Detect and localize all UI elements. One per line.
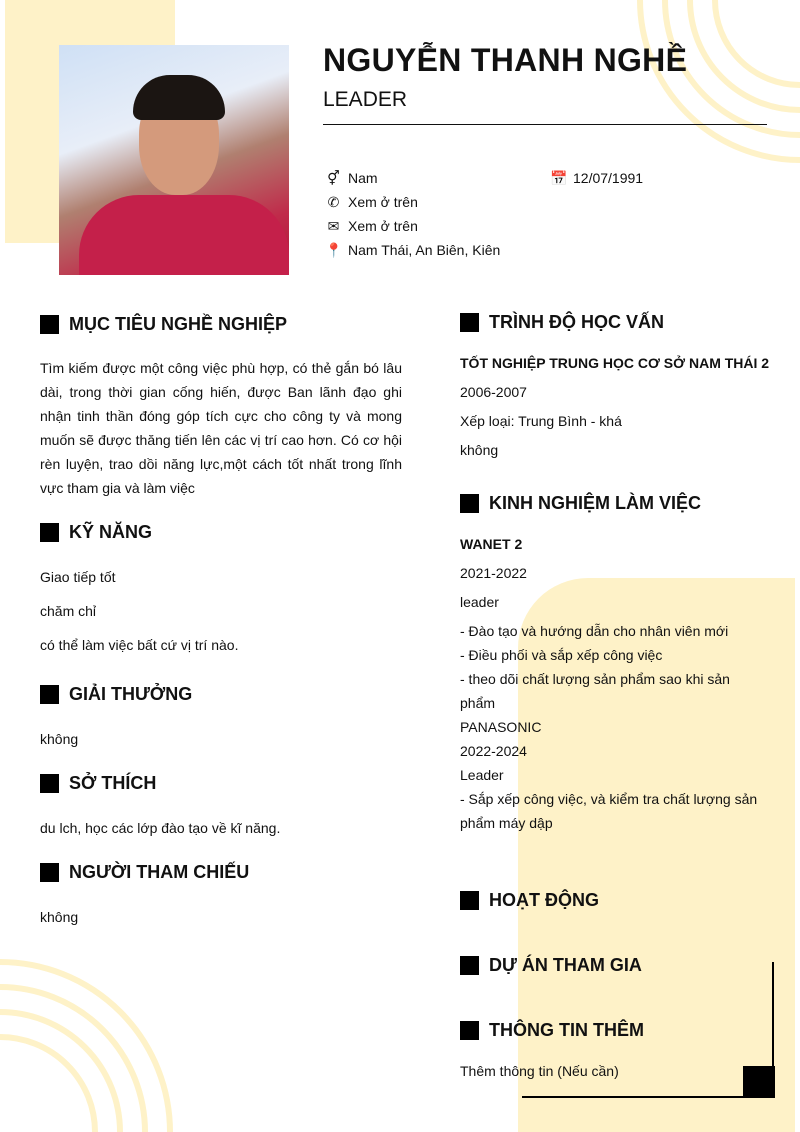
section-education <box>460 311 664 333</box>
job-title: LEADER <box>323 88 408 111</box>
objective-text: Tìm kiếm được một công việc phù hợp, có thẻ gắn bó lâu dài, trong thời gian cống hiến, được Ban lãnh đạo ghi nhận tinh thần đóng góp tích cực cho công ty và mong muốn sẽ được thăng tiến lên các vị trí cao hơn. Có cơ hội rèn luyện, trao dồi năng lực,một cách tốt nhất trong lĩnh vực tham gia và làm việc <box>40 360 402 496</box>
decor-line <box>522 1096 774 1098</box>
section-title: SỞ THÍCH <box>69 773 157 793</box>
experience-period: 2021-2022 <box>460 565 527 581</box>
phone-icon: ✆ <box>327 194 340 210</box>
decor-arcs <box>0 952 180 1132</box>
section-experience <box>460 492 701 514</box>
section-references <box>40 861 249 883</box>
section-projects <box>460 954 642 976</box>
section-activities <box>460 889 599 911</box>
detail-line: 2022-2024 <box>460 743 527 759</box>
bullet-square <box>460 313 479 332</box>
references-text: không <box>40 909 79 925</box>
phone: Xem ở trên <box>348 194 418 210</box>
gender-icon: ⚥ <box>327 170 340 186</box>
email-row <box>325 217 418 235</box>
school-name: TỐT NGHIỆP TRUNG HỌC CƠ SỞ NAM THÁI 2 <box>460 355 770 371</box>
company-name: WANET 2 <box>460 536 523 552</box>
detail-line: - Đào tạo và hướng dẫn cho nhân viên mới <box>460 623 729 639</box>
bullet-square <box>40 315 59 334</box>
detail-line: - Điều phối và sắp xếp công việc <box>460 647 663 663</box>
hobbies-text: du lch, học các lớp đào tạo về kĩ năng. <box>40 820 281 836</box>
education-grade: Xếp loại: Trung Bình - khá <box>460 413 622 429</box>
section-title: NGƯỜI THAM CHIẾU <box>69 862 250 882</box>
experience-details <box>460 619 760 835</box>
section-title: TRÌNH ĐỘ HỌC VẤN <box>489 312 664 332</box>
section-title: DỰ ÁN THAM GIA <box>489 955 642 975</box>
skill-item: Giao tiếp tốt <box>40 569 116 585</box>
email: Xem ở trên <box>348 218 418 234</box>
bullet-square <box>40 685 59 704</box>
section-title: HOẠT ĐỘNG <box>489 890 599 910</box>
section-title: KỸ NĂNG <box>69 522 153 542</box>
calendar-icon: 📅 <box>550 170 568 186</box>
skill-item: chăm chỉ <box>40 603 97 619</box>
gender: Nam <box>348 170 378 186</box>
bullet-square <box>460 956 479 975</box>
section-title: GIẢI THƯỞNG <box>69 684 193 704</box>
envelope-icon: ✉ <box>327 218 340 234</box>
experience-position: leader <box>460 594 499 610</box>
skill-item: có thể làm việc bất cứ vị trí nào. <box>40 637 239 653</box>
address-row <box>325 241 500 259</box>
section-awards <box>40 683 192 705</box>
bullet-square <box>460 891 479 910</box>
education-period: 2006-2007 <box>460 384 527 400</box>
awards-text: không <box>40 731 79 747</box>
detail-line: - Sắp xếp công việc, và kiểm tra chất lượng sản phẩm máy dập <box>460 791 758 831</box>
birthday: 12/07/1991 <box>573 170 644 186</box>
bullet-square <box>40 774 59 793</box>
detail-line: Leader <box>460 767 504 783</box>
map-pin-icon: 📍 <box>325 242 343 258</box>
section-title: KINH NGHIỆM LÀM VIỆC <box>489 493 702 513</box>
bullet-square <box>460 1021 479 1040</box>
full-name: NGUYỄN THANH NGHỀ <box>323 42 688 78</box>
section-title: MỤC TIÊU NGHỀ NGHIỆP <box>69 314 288 334</box>
detail-line: PANASONIC <box>460 719 542 735</box>
decor-arcs <box>630 0 800 170</box>
section-hobbies <box>40 772 156 794</box>
phone-row <box>325 193 418 211</box>
bullet-square <box>460 494 479 513</box>
decor-square <box>743 1066 775 1098</box>
extra-text: Thêm thông tin (Nếu cần) <box>460 1063 619 1079</box>
gender-row <box>325 169 378 187</box>
divider <box>323 124 767 125</box>
birthday-row <box>550 169 643 187</box>
education-note: không <box>460 442 499 458</box>
detail-line: - theo dõi chất lượng sản phẩm sao khi sản phẩm <box>460 671 730 711</box>
bullet-square <box>40 863 59 882</box>
section-extra <box>460 1019 644 1041</box>
section-title: THÔNG TIN THÊM <box>489 1020 644 1040</box>
section-objective <box>40 313 287 335</box>
section-skills <box>40 521 152 543</box>
address: Nam Thái, An Biên, Kiên <box>348 242 501 258</box>
profile-photo <box>59 45 289 275</box>
bullet-square <box>40 523 59 542</box>
